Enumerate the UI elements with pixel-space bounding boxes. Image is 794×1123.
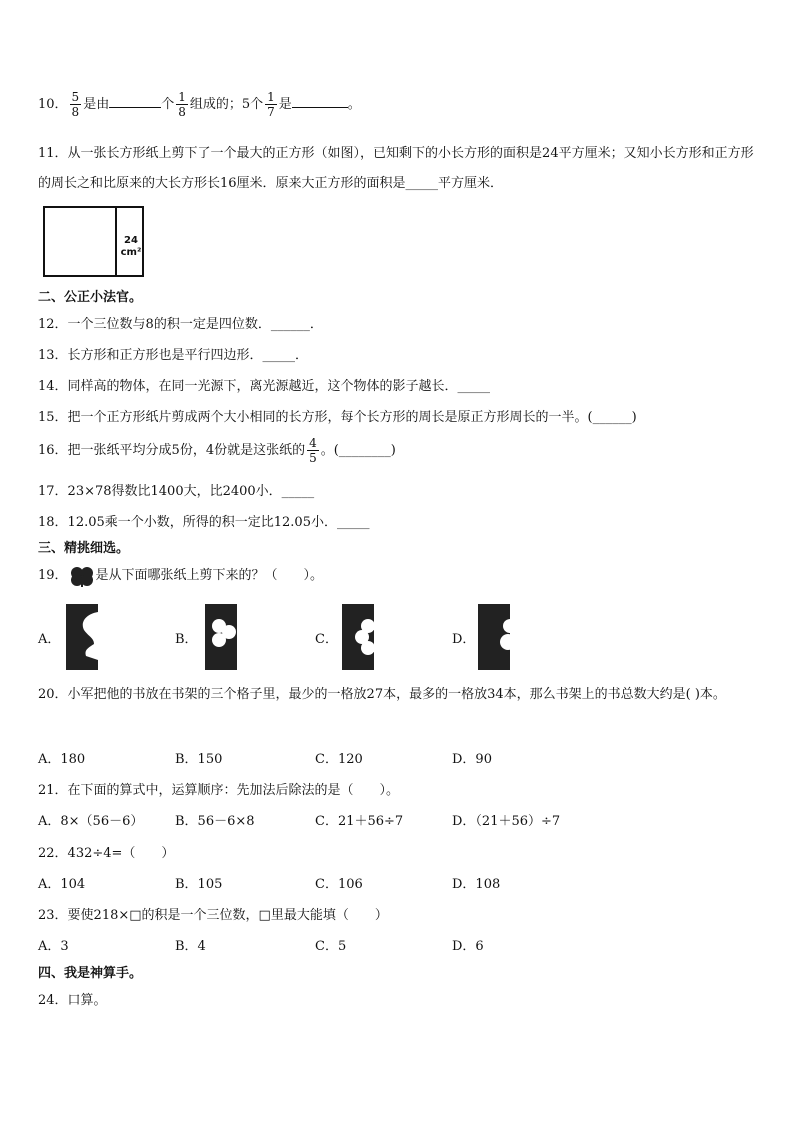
answer-blank[interactable] bbox=[109, 95, 161, 108]
question-18: 18．12.05乘一个小数，所得的积一定比12.05小．_____ bbox=[38, 515, 370, 530]
option-c[interactable]: C．106 bbox=[315, 877, 363, 892]
option-c[interactable]: C． bbox=[315, 632, 338, 647]
question-14: 14．同样高的物体，在同一光源下，离光源越近，这个物体的影子越长．_____ bbox=[38, 379, 491, 394]
option-d[interactable]: D．6 bbox=[452, 939, 484, 954]
question-11: 11．从一张长方形纸上剪下了一个最大的正方形（如图），已知剩下的小长方形的面积是24平方厘米；又知小长方形和正方形的周长之和比原来的大长方形长16厘米．原来大正方形的面积是_____平方厘米． bbox=[38, 146, 754, 191]
paper-shape-c[interactable] bbox=[342, 604, 374, 670]
question-22-options bbox=[38, 873, 758, 893]
question-12: 12．一个三位数与8的积一定是四位数．______． bbox=[38, 317, 323, 332]
question-23: 23．要使218×□的积是一个三位数，□里最大能填（ ） bbox=[38, 908, 388, 923]
fraction-four-fifths: $\frac{4}{5}$ bbox=[309, 436, 317, 465]
option-a[interactable]: A．8×（56－6） bbox=[38, 814, 144, 829]
question-21-options bbox=[38, 810, 758, 830]
option-c[interactable]: C．120 bbox=[315, 752, 363, 767]
fraction-one-eighth: $\frac{1}{8}$ bbox=[178, 90, 186, 119]
option-a[interactable]: A．104 bbox=[38, 877, 86, 892]
option-b[interactable]: B． bbox=[175, 632, 198, 647]
option-c[interactable]: C．5 bbox=[315, 939, 347, 954]
fraction-one-seventh: $\frac{1}{7}$ bbox=[267, 90, 275, 119]
question-24: 24．口算。 bbox=[38, 993, 107, 1008]
question-10: 10． $\frac{5}{8}$ 是由 个 $\frac{1}{8}$ 组成的；5个 $\frac{1}{7}$ 是 。 bbox=[38, 90, 361, 119]
option-d[interactable]: D．108 bbox=[452, 877, 501, 892]
question-20-options bbox=[38, 748, 758, 768]
option-a[interactable]: A．3 bbox=[38, 939, 69, 954]
option-a[interactable]: A． bbox=[38, 632, 61, 647]
option-b[interactable]: B．150 bbox=[175, 752, 223, 767]
question-16: 16．把一张纸平均分成5份，4份就是这张纸的 $\frac{4}{5}$ 。(________) bbox=[38, 436, 396, 465]
section-heading-3: 三、精挑细选。 bbox=[38, 541, 130, 556]
divider-line bbox=[115, 208, 117, 275]
question-22: 22．432÷4=（ ） bbox=[38, 846, 175, 861]
section-heading-4: 四、我是神算手。 bbox=[38, 966, 143, 981]
option-b[interactable]: B．105 bbox=[175, 877, 223, 892]
clover-icon bbox=[68, 565, 96, 587]
option-b[interactable]: B．56－6×8 bbox=[175, 814, 255, 829]
question-21: 21．在下面的算式中，运算顺序：先加法后除法的是（ ）。 bbox=[38, 783, 400, 798]
paper-shape-b[interactable] bbox=[205, 604, 237, 670]
rectangle-figure bbox=[43, 206, 144, 277]
option-a[interactable]: A．180 bbox=[38, 752, 86, 767]
fraction-five-eighths: $\frac{5}{8}$ bbox=[71, 90, 80, 119]
option-d[interactable]: D．（21＋56）÷7 bbox=[452, 814, 561, 829]
question-13: 13．长方形和正方形也是平行四边形．_____． bbox=[38, 348, 309, 363]
paper-shape-d[interactable] bbox=[478, 604, 510, 670]
option-b[interactable]: B．4 bbox=[175, 939, 206, 954]
option-c[interactable]: C．21＋56÷7 bbox=[315, 814, 404, 829]
paper-shape-a[interactable] bbox=[66, 604, 98, 670]
option-d[interactable]: D． bbox=[452, 632, 476, 647]
question-15: 15．把一个正方形纸片剪成两个大小相同的长方形，每个长方形的周长是原正方形周长的一半。(______) bbox=[38, 410, 637, 425]
option-d[interactable]: D．90 bbox=[452, 752, 492, 767]
question-23-options bbox=[38, 935, 758, 955]
section-heading-2: 二、公正小法官。 bbox=[38, 290, 143, 305]
question-17: 17．23×78得数比1400大，比2400小．_____ bbox=[38, 484, 315, 499]
question-20: 20．小军把他的书放在书架的三个格子里，最少的一格放27本，最多的一格放34本，那么书架上的书总数大约是( )本。 bbox=[38, 687, 726, 702]
small-rectangle-area: 24 cm² bbox=[120, 235, 142, 258]
answer-blank[interactable] bbox=[292, 95, 348, 108]
question-19-options bbox=[38, 628, 758, 648]
question-19: 19． 是从下面哪张纸上剪下来的？（ ）。 bbox=[38, 564, 323, 587]
